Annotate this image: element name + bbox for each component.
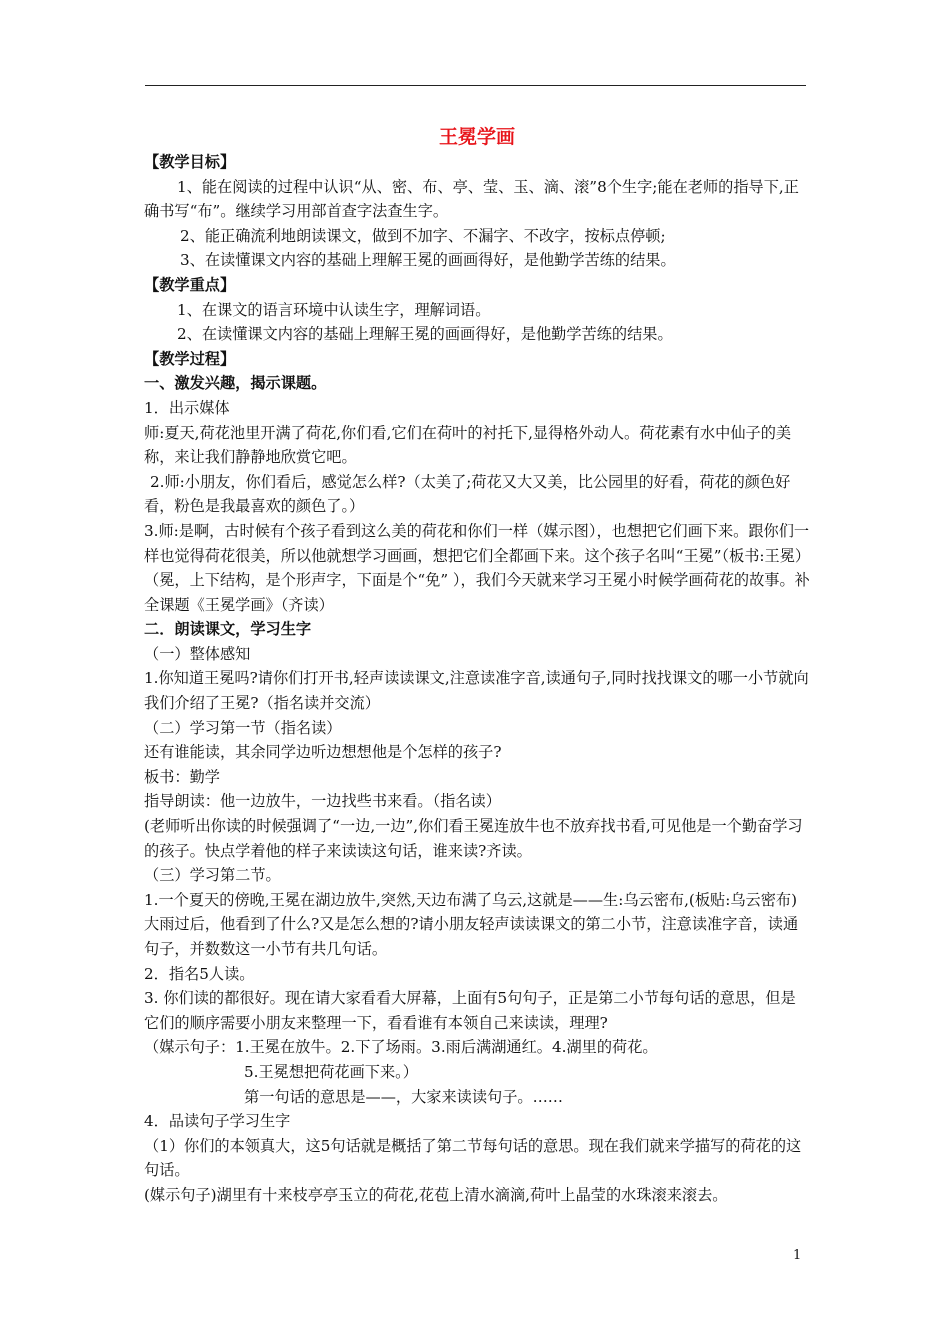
paragraph: （1）你们的本领真大，这5句话就是概括了第二节每句话的意思。现在我们就来学描写的荷花的这句话。 — [144, 1136, 802, 1180]
section-heading: 【教学过程】 — [144, 349, 236, 368]
document-title: 王冕学画 — [438, 126, 515, 148]
header-rule — [145, 85, 806, 86]
document-body — [144, 124, 810, 1208]
paragraph: 1.你知道王冕吗?请你们打开书,轻声读读课文,注意读准字音,读通句子,同时找找课文的哪一小节就向我们介绍了王冕?（指名读并交流） — [144, 669, 809, 713]
section-heading: 二．朗读课文，学习生字 — [144, 620, 312, 639]
paragraph: 师:夏天,荷花池里开满了荷花,你们看,它们在荷叶的衬托下,显得格外动人。荷花素有水中仙子的美称，来让我们静静地欣赏它吧。 — [144, 423, 792, 467]
paragraph: 第一句话的意思是——，大家来读读句子。…… — [244, 1087, 563, 1106]
paragraph: （媒示句子：1.王冕在放牛。2.下了场雨。3.雨后满湖通红。4.湖里的荷花。 — [144, 1038, 658, 1057]
section-heading: 一、激发兴趣，揭示课题。 — [144, 374, 327, 393]
paragraph: 2、在读懂课文内容的基础上理解王冕的画画得好，是他勤学苦练的结果。 — [177, 325, 673, 344]
paragraph: （三）学习第二节。 — [144, 866, 281, 885]
page-number: 1 — [793, 1248, 802, 1263]
paragraph: 4．品读句子学习生字 — [144, 1112, 291, 1131]
paragraph: 2、能正确流利地朗读课文，做到不加字、不漏字、不改字，按标点停顿; — [180, 226, 666, 245]
paragraph: （一）整体感知 — [144, 644, 251, 663]
paragraph: 5.王冕想把荷花画下来。） — [244, 1062, 418, 1081]
paragraph: 板书：勤学 — [144, 767, 220, 786]
paragraph: 2．指名5人读。 — [144, 964, 255, 983]
paragraph: (媒示句子)湖里有十来枝亭亭玉立的荷花,花苞上清水滴滴,荷叶上晶莹的水珠滚来滚去。 — [144, 1185, 728, 1204]
paragraph: (老师听出你读的时候强调了“一边,一边”,你们看王冕连放牛也不放弃找书看,可见他是一个勤奋学习的孩子。快点学着他的样子来读读这句话，谁来读?齐读。 — [144, 817, 803, 860]
paragraph: 2.师:小朋友，你们看后，感觉怎么样?（太美了;荷花又大又美，比公园里的好看，荷花的颜色好看，粉色是我最喜欢的颜色了。） — [144, 472, 791, 516]
paragraph: 1、在课文的语言环境中认读生字，理解词语。 — [177, 300, 491, 319]
section-heading: 【教学重点】 — [144, 275, 236, 294]
paragraph: 1.一个夏天的傍晚,王冕在湖边放牛,突然,天边布满了乌云,这就是——生:乌云密布,(板贴:乌云密布)大雨过后，他看到了什么?又是怎么想的?请小朋友轻声读读课文的第二小节，注意读准字音，读通句子，并数数这一小节有共几句话。 — [144, 890, 799, 958]
section-heading: 【教学目标】 — [144, 153, 236, 171]
paragraph: 还有谁能读，其余同学边听边想想他是个怎样的孩子? — [144, 743, 502, 762]
paragraph: 3.师:是啊，古时候有个孩子看到这么美的荷花和你们一样（媒示图），也想把它们画下来。跟你们一样也觉得荷花很美，所以他就想学习画画，想把它们全都画下来。这个孩子名叫“王冕”（板书:王冕）（冕，上下结构，是个形声字，下面是个“免” ），我们今天就来学习王冕小时候学画荷花的故事。补全课题《王冕学画》（齐读） — [144, 521, 810, 614]
paragraph: 指导朗读：他一边放牛，一边找些书来看。（指名读） — [144, 792, 501, 811]
paragraph: 1、能在阅读的过程中认识“从、密、布、亭、莹、玉、滴、滚”8个生字;能在老师的指导下,正确书写“布”。继续学习用部首查字法查生字。 — [144, 177, 799, 221]
paragraph: 3. 你们读的都很好。现在请大家看看大屏幕，上面有5句句子，正是第二小节每句话的意思，但是它们的顺序需要小朋友来整理一下，看看谁有本领自己来读读，理理? — [144, 989, 796, 1032]
document-lines — [144, 150, 810, 1208]
paragraph: 3、在读懂课文内容的基础上理解王冕的画画得好，是他勤学苦练的结果。 — [180, 251, 676, 270]
paragraph: （二）学习第一节（指名读） — [144, 718, 342, 737]
paragraph: 1．出示媒体 — [144, 398, 230, 417]
